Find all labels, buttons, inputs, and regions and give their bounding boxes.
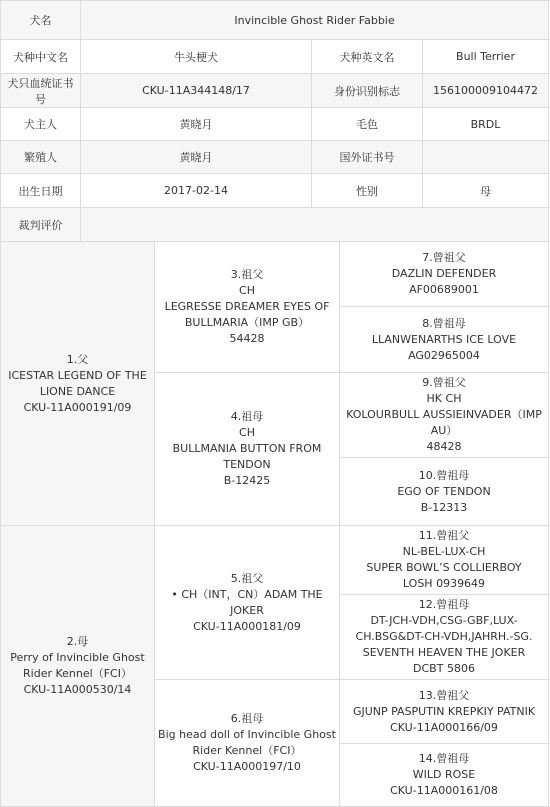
info-row-name (1, 1, 549, 40)
ancestor-line: B-12313 (420, 500, 468, 514)
info-row-cert (1, 74, 549, 108)
owner-value: 黄晓月 (81, 108, 312, 141)
color-value: BRDL (423, 108, 549, 141)
info-row-owner (1, 108, 549, 141)
ancestor-line: LIONE DANCE (39, 384, 116, 398)
judge-label: 裁判评价 (1, 208, 81, 242)
ancestor-line: CKU-11A000161/08 (390, 784, 498, 797)
ancestor-line: JOKER (230, 603, 264, 617)
ancestor-title: 2.母 (66, 635, 89, 648)
breeder-label: 繁殖人 (1, 141, 81, 174)
ancestor-line: CH.BSG&DT-CH-VDH,JAHRH.-SG. (355, 630, 533, 643)
ancestor-title: 14.曾祖母 (418, 752, 470, 765)
pedigree-table (0, 241, 549, 807)
ancestor-line: TENDON (223, 458, 271, 471)
ancestor-line: ICESTAR LEGEND OF THE (8, 368, 147, 382)
ancestor-line: SEVENTH HEAVEN THE JOKER (362, 646, 526, 659)
pedigree-cell-13 (340, 680, 549, 744)
pedigree-cell-5 (155, 526, 340, 680)
id-value: 156100009104472 (423, 74, 549, 108)
pedigree-row (1, 526, 549, 595)
ancestor-line: B-12425 (223, 474, 271, 487)
ancestor-title: 13.曾祖父 (418, 688, 470, 702)
ancestor-line: Big head doll of Invincible Ghost (158, 728, 336, 741)
ancestor-line: LLANWENARTHS ICE LOVE (371, 332, 517, 346)
ancestor-line: CKU-11A000181/09 (193, 619, 301, 633)
foreign-cert-label: 国外证书号 (312, 141, 423, 174)
ancestor-line: NL-BEL-LUX-CH (402, 545, 486, 558)
ancestor-line: BULLMANIA BUTTON FROM (172, 442, 322, 455)
pedigree-cell-12 (340, 595, 549, 680)
breed-en-value: Bull Terrier (423, 40, 549, 74)
info-row-breed (1, 40, 549, 74)
ancestor-line: CH (239, 426, 255, 439)
ancestor-line: EGO OF TENDON (397, 484, 491, 498)
ancestor-title: 10.曾祖母 (418, 468, 470, 482)
ancestor-line: DCBT 5806 (413, 662, 475, 675)
owner-label: 犬主人 (1, 108, 81, 141)
ancestor-line: CKU-11A000197/10 (193, 760, 301, 773)
ancestor-line: CKU-11A000166/09 (390, 720, 498, 734)
ancestor-title: 9.曾祖父 (422, 376, 466, 389)
ancestor-line: GJUNP PASPUTIN KREPKIY PATNIK (352, 704, 536, 718)
name-value: Invincible Ghost Rider Fabbie (81, 1, 549, 40)
pedigree-cell-9 (340, 373, 549, 458)
dob-label: 出生日期 (1, 174, 81, 208)
ancestor-title: 7.曾祖父 (422, 251, 466, 264)
breeder-value: 黄晓月 (81, 141, 312, 174)
ancestor-line: BULLMARIA（IMP GB） (184, 316, 310, 329)
pedigree-cell-14 (340, 744, 549, 807)
info-row-dob (1, 174, 549, 208)
name-label: 犬名 (1, 1, 81, 40)
pedigree-cell-4 (155, 373, 340, 526)
color-label: 毛色 (312, 108, 423, 141)
ancestor-line: CKU-11A000191/09 (23, 400, 132, 414)
ancestor-line: HK CH (426, 392, 462, 405)
cert-label: 犬只血统证书号 (1, 74, 81, 108)
pedigree-cell-7 (340, 242, 549, 307)
ancestor-line: DT-JCH-VDH,CSG-GBF,LUX- (370, 614, 518, 627)
ancestor-line: LOSH 0939649 (402, 577, 486, 590)
ancestor-line: WILD ROSE (412, 768, 476, 781)
ancestor-line: • CH（INT，CN）ADAM THE (171, 587, 323, 601)
pedigree-cell-11 (340, 526, 549, 595)
pedigree-row (1, 242, 549, 307)
ancestor-line: Perry of Invincible Ghost (10, 651, 145, 664)
ancestor-title: 12.曾祖母 (418, 598, 470, 611)
ancestor-line: 54428 (229, 332, 265, 345)
sex-value: 母 (423, 174, 549, 208)
ancestor-line: Rider Kennel（FCI） (192, 744, 302, 757)
pedigree-cell-6 (155, 680, 340, 807)
pedigree-cell-2 (1, 526, 155, 807)
pedigree-cell-10 (340, 458, 549, 526)
breed-cn-value: 牛头梗犬 (81, 40, 312, 74)
ancestor-line: CH (239, 284, 255, 297)
pedigree-cell-8 (340, 307, 549, 373)
cert-value: CKU-11A344148/17 (81, 74, 312, 108)
ancestor-line: CKU-11A000530/14 (23, 683, 132, 696)
ancestor-title: 6.祖母 (230, 712, 264, 725)
ancestor-line: DAZLIN DEFENDER (391, 267, 497, 280)
ancestor-line: 48428 (426, 440, 462, 453)
ancestor-title: 8.曾祖母 (422, 316, 466, 330)
ancestor-title: 11.曾祖父 (418, 529, 470, 542)
ancestor-line: LEGRESSE DREAMER EYES OF (164, 300, 330, 313)
foreign-cert-value (423, 141, 549, 174)
id-label: 身份识别标志 (312, 74, 423, 108)
ancestor-line: SUPER BOWL’S COLLIERBOY (366, 561, 522, 574)
info-row-breeder (1, 141, 549, 174)
breed-en-label: 犬种英文名 (312, 40, 423, 74)
ancestor-title: 4.祖母 (230, 410, 264, 423)
ancestor-title: 5.祖父 (230, 571, 264, 585)
ancestor-title: 3.祖父 (230, 268, 264, 281)
info-row-judge (1, 208, 549, 242)
dog-info-table (0, 0, 549, 242)
sex-label: 性别 (312, 174, 423, 208)
ancestor-line: AU） (430, 424, 458, 437)
dob-value: 2017-02-14 (81, 174, 312, 208)
ancestor-line: AF00689001 (409, 283, 479, 296)
pedigree-cell-1 (1, 242, 155, 526)
ancestor-line: KOLOURBULL AUSSIEINVADER（IMP (346, 408, 542, 421)
ancestor-title: 1.父 (66, 352, 89, 366)
ancestor-line: AG02965004 (408, 348, 480, 362)
breed-cn-label: 犬种中文名 (1, 40, 81, 74)
judge-value (81, 208, 549, 242)
ancestor-line: Rider Kennel（FCI） (23, 667, 132, 680)
pedigree-cell-3 (155, 242, 340, 373)
